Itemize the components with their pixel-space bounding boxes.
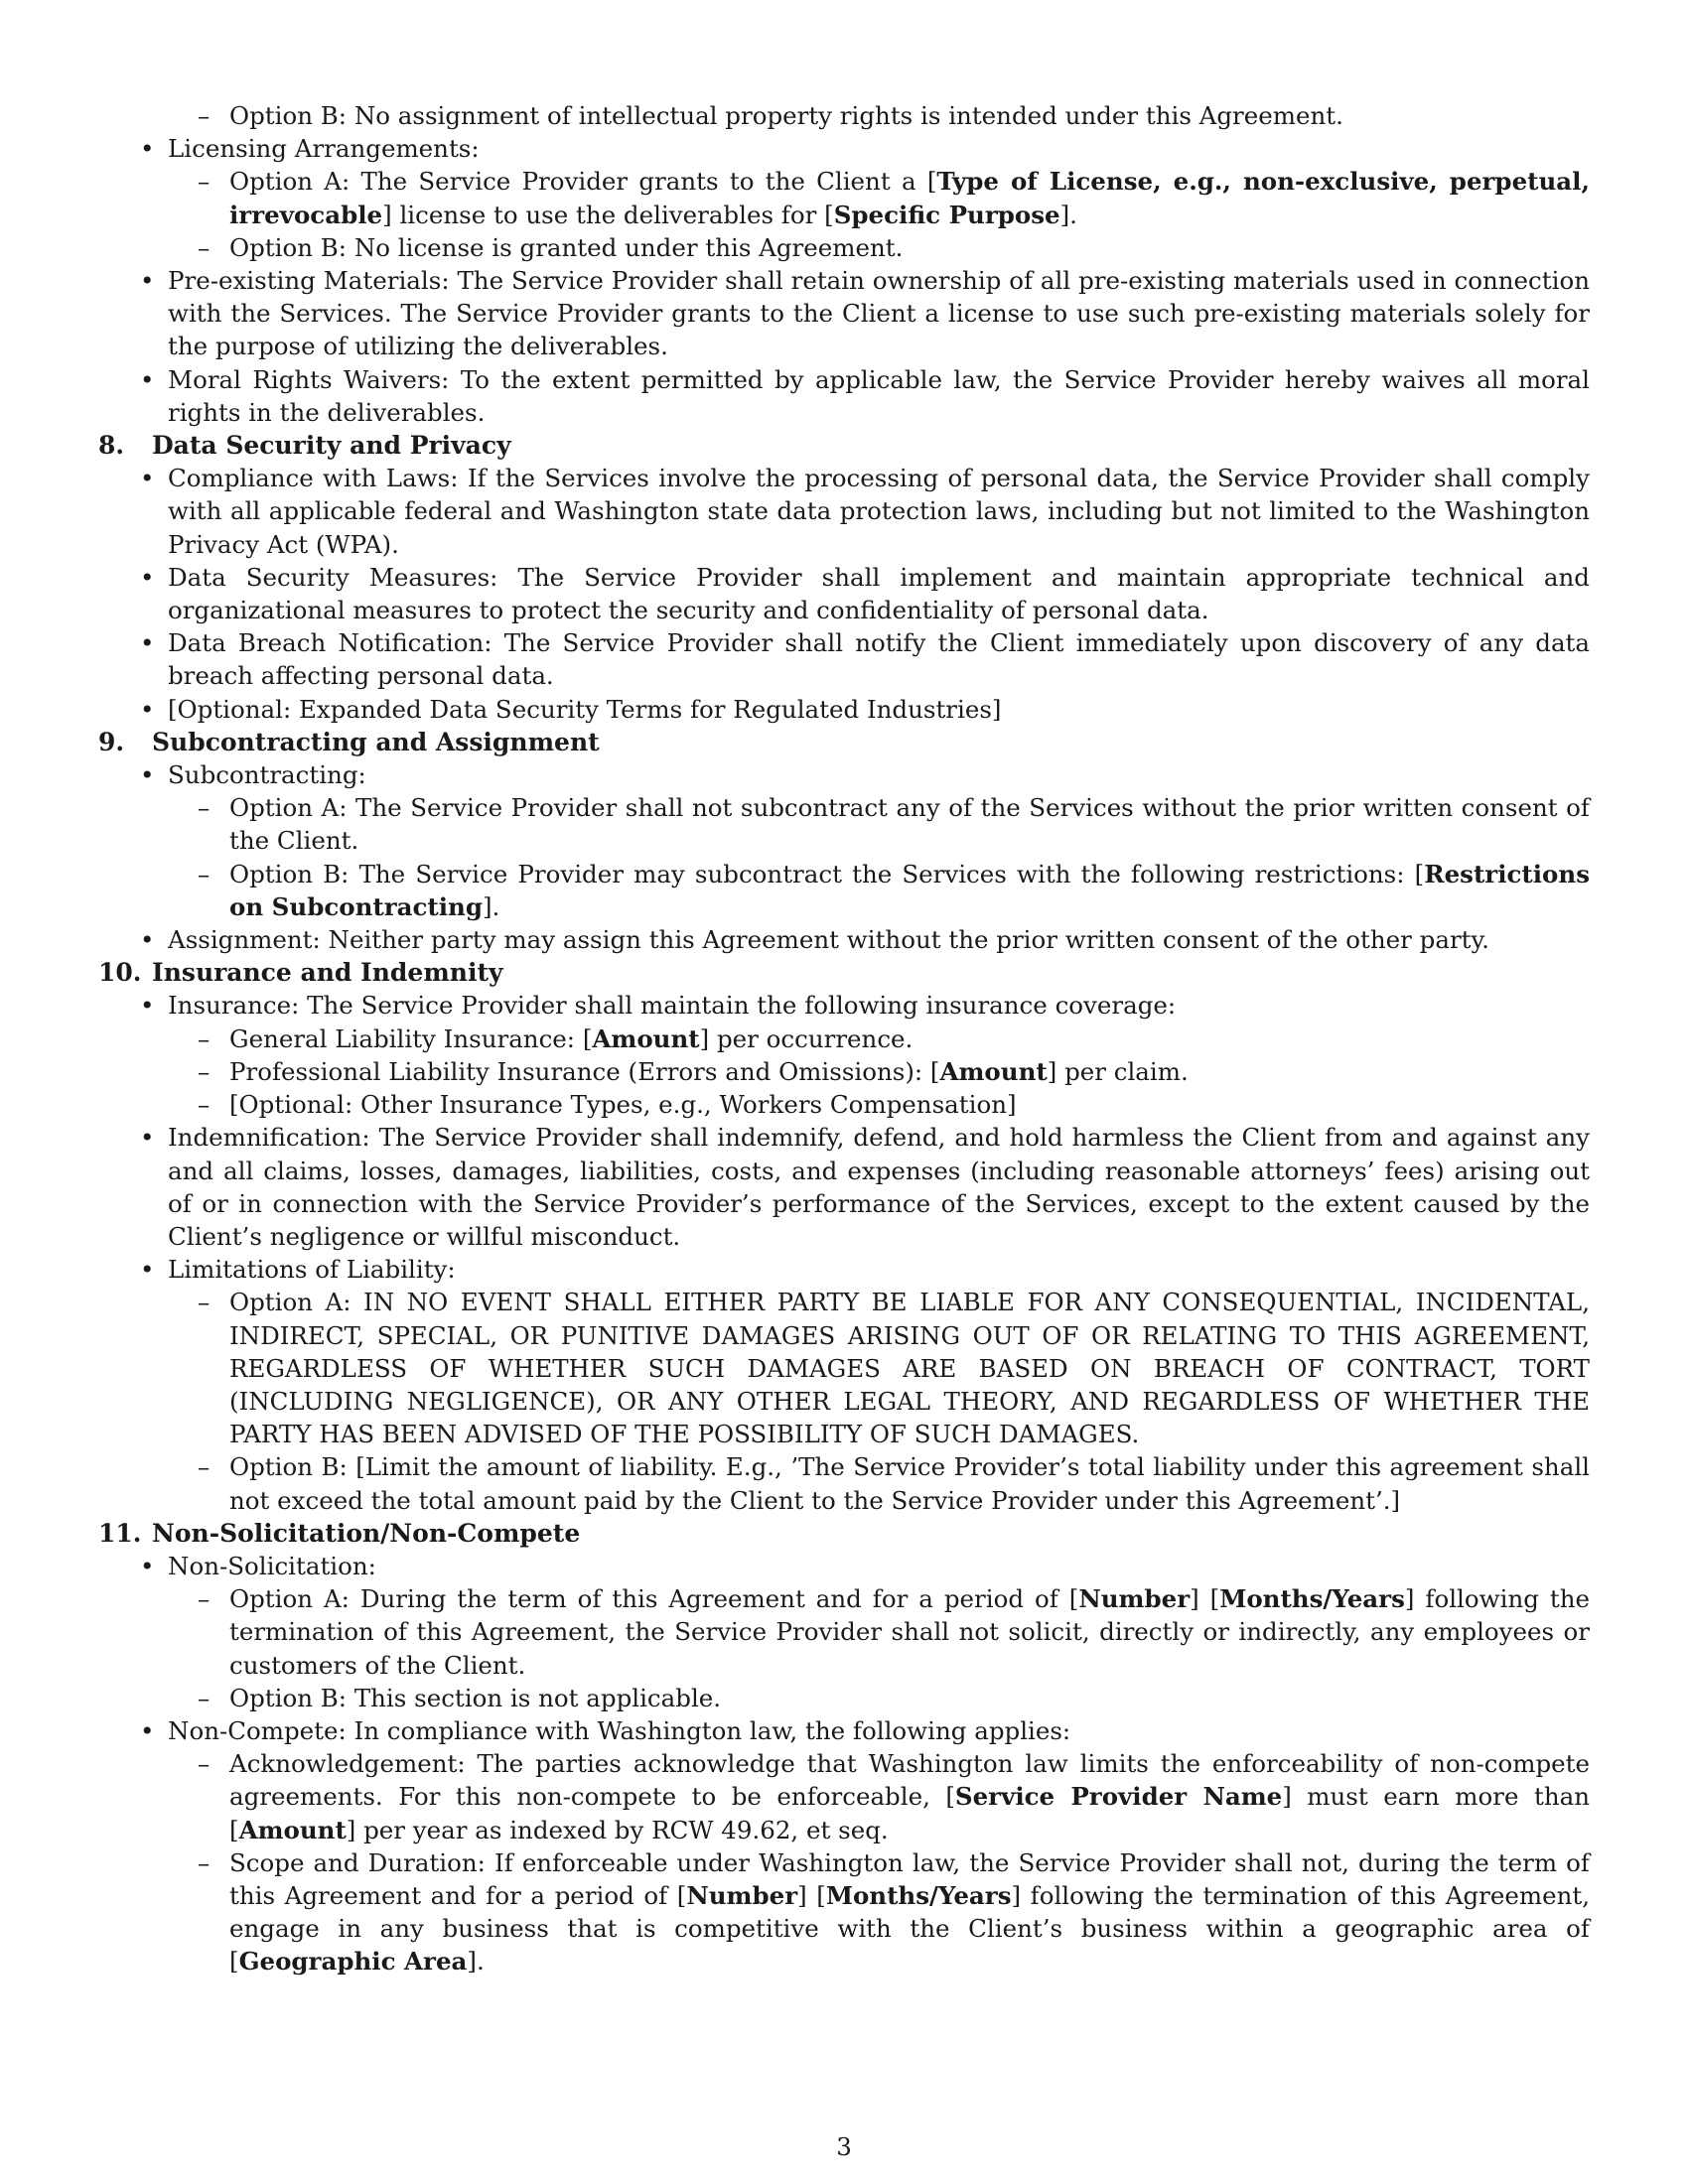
section-heading: 10. Insurance and Indemnity — [98, 958, 503, 988]
list-item: • Data Security Measures: The Service Provider shall implement and maintain appropriate technical and organizational measures to protect the security and confidentiality of personal data. — [140, 562, 1590, 625]
list-item: • [Optional: Expanded Data Security Terms for Regulated Industries] — [140, 694, 1002, 724]
page-number: 3 — [836, 2132, 852, 2161]
list-item: • Non-Compete: In compliance with Washington law, the following applies: — [140, 1715, 1071, 1745]
list-item: – Option B: [Limit the amount of liability. E.g., ’The Service Provider’s total liability under this agreement shall not exceed the total amount paid by the Client to the Service Provider under this Agreement’.] — [198, 1452, 1590, 1515]
list-item: – Option A: The Service Provider grants to the Client a [Type of License, e.g., non-exclusive, perpetual, irrevocable] license to use the deliverables for [Specific Purpose]. — [198, 167, 1590, 229]
list-item: – General Liability Insurance: [Amount] per occurrence. — [198, 1024, 914, 1053]
list-item: • Assignment: Neither party may assign this Agreement without the prior written consent of the other party. — [140, 925, 1489, 955]
list-item: – Professional Liability Insurance (Errors and Omissions): [Amount] per claim. — [198, 1056, 1189, 1086]
section-heading: 8. Data Security and Privacy — [98, 431, 511, 461]
list-item: – Option B: No license is granted under this Agreement. — [198, 232, 904, 262]
list-item: • Indemnification: The Service Provider shall indemnify, defend, and hold harmless the Client from and against any and all claims, losses, damages, liabilities, costs, and expenses (including reasonable attorneys’ fees) arising out of or in connection with the Service Provider’s performance of the Services, except to the extent caused by the Client’s negligence or willful misconduct. — [140, 1123, 1590, 1251]
list-item: – Option B: This section is not applicable. — [198, 1683, 722, 1712]
list-item: • Licensing Arrangements: — [140, 134, 480, 164]
list-item: • Moral Rights Waivers: To the extent permitted by applicable law, the Service Provider hereby waives all moral rights in the deliverables. — [140, 364, 1590, 427]
list-item: • Compliance with Laws: If the Services involve the processing of personal data, the Service Provider shall comply with all applicable federal and Washington state data protection laws, including but not limited to the Washington Privacy Act (WPA). — [140, 464, 1590, 559]
document-page — [98, 99, 1590, 1979]
section-heading: 11. Non-Solicitation/Non-Compete — [98, 1518, 581, 1548]
list-item: • Insurance: The Service Provider shall maintain the following insurance coverage: — [140, 991, 1177, 1021]
list-item: • Subcontracting: — [140, 760, 366, 790]
list-item: – Option B: No assignment of intellectual property rights is intended under this Agreement. — [198, 101, 1343, 130]
list-item: • Limitations of Liability: — [140, 1255, 456, 1285]
list-item: • Pre-existing Materials: The Service Provider shall retain ownership of all pre-existing materials used in connection with the Services. The Service Provider grants to the Client a license to use such pre-existing materials solely for the purpose of utilizing the deliverables. — [140, 266, 1590, 361]
list-item: • Data Breach Notification: The Service Provider shall notify the Client immediately upon discovery of any data breach affecting personal data. — [140, 628, 1590, 691]
list-item: – Option B: The Service Provider may subcontract the Services with the following restrictions: [Restrictions on Subcontracting]. — [198, 859, 1590, 921]
list-item: – Option A: During the term of this Agreement and for a period of [Number] [Months/Years] following the termination of this Agreement, the Service Provider shall not solicit, directly or indirectly, any employees or customers of the Client. — [198, 1584, 1590, 1680]
section-heading: 9. Subcontracting and Assignment — [98, 727, 600, 756]
list-item: – Acknowledgement: The parties acknowledge that Washington law limits the enforceability of non-compete agreements. For this non-compete to be enforceable, [Service Provider Name] must earn more than [Amount] per year as indexed by RCW 49.62, et seq. — [198, 1749, 1590, 1844]
list-item: – Scope and Duration: If enforceable under Washington law, the Service Provider shall not, during the term of this Agreement and for a period of [Number] [Months/Years] following the termination of this Agreement, engage in any business that is competitive with the Client’s business within a geographic area of [Geographic Area]. — [198, 1847, 1591, 1977]
list-item: • Non-Solicitation: — [140, 1551, 376, 1580]
list-item: – Option A: IN NO EVENT SHALL EITHER PARTY BE LIABLE FOR ANY CONSEQUENTIAL, INCIDENTAL, INDIRECT, SPECIAL, OR PUNITIVE DAMAGES ARISING OUT OF OR RELATING TO THIS AGREEMENT, REGARDLESS OF WHETHER SUCH DAMAGES ARE BASED ON BREACH OF CONTRACT, TORT (INCLUDING NEGLIGENCE), OR ANY OTHER LEGAL THEORY, AND REGARDLESS OF WHETHER THE PARTY HAS BEEN ADVISED OF THE POSSIBILITY OF SUCH DAMAGES. — [198, 1288, 1590, 1449]
list-item: – [Optional: Other Insurance Types, e.g., Workers Compensation] — [198, 1090, 1017, 1120]
list-item: – Option A: The Service Provider shall not subcontract any of the Services without the prior written consent of the Client. — [198, 793, 1590, 856]
